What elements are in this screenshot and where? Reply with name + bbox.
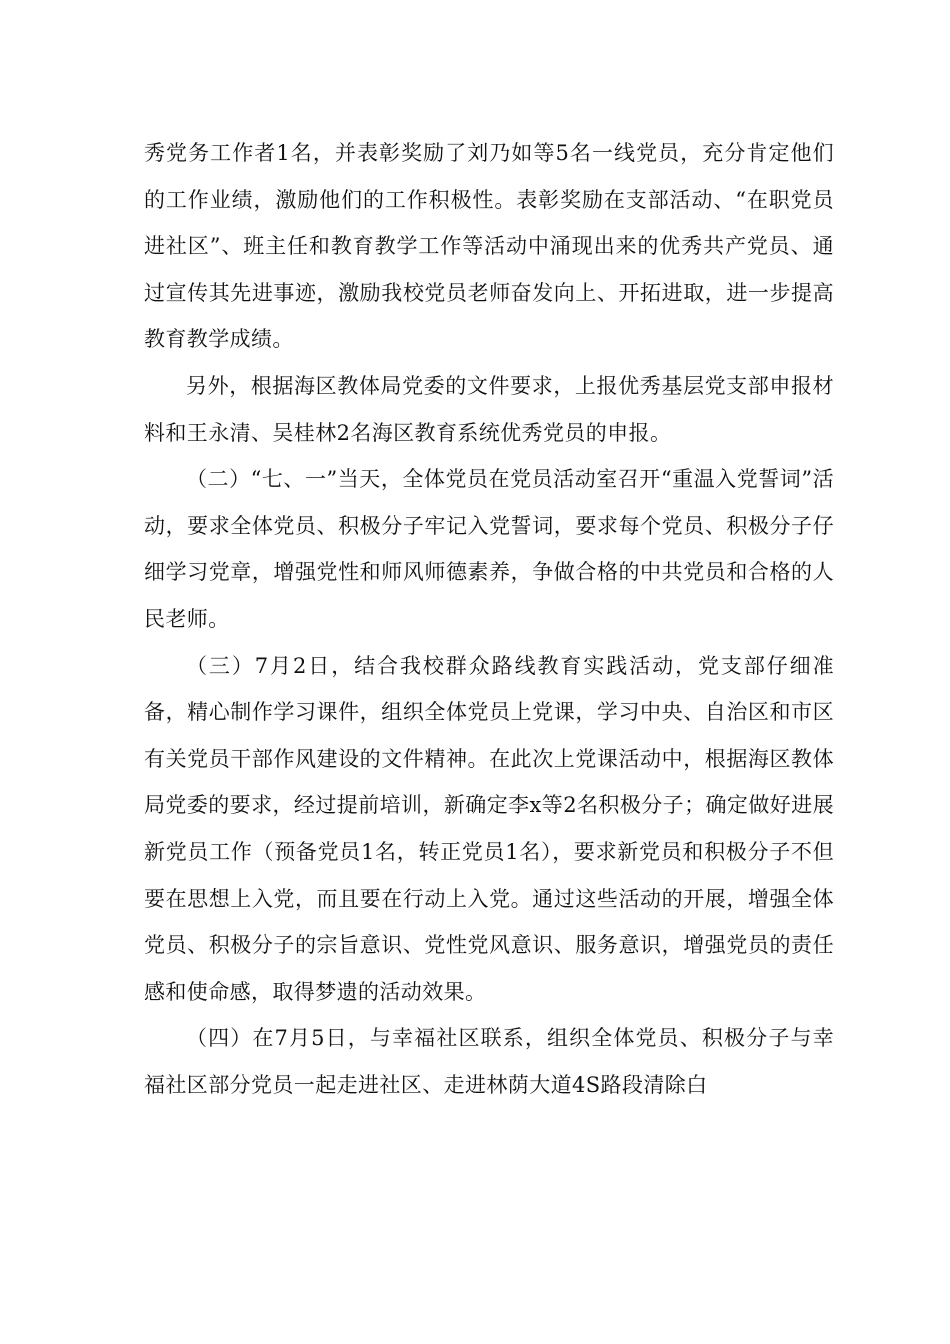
paragraph-commendation: 秀党务工作者1名，并表彰奖励了刘乃如等5名一线党员，充分肯定他们的工作业绩，激励他们的工作积极性。表彰奖励在支部活动、“在职党员进社区”、班主任和教育教学工作等活动中涌现出来的优秀共产党员、通过宣传其先进事迹，激励我校党员老师奋发向上、开拓进取，进一步提高教育教学成绩。 [144,141,834,352]
paragraph-section-four: （四）在7月5日，与幸福社区联系，组织全体党员、积极分子与幸福社区部分党员一起走进社区、走进林荫大道4S路段清除白 [144,1026,834,1097]
paragraph-section-two: （二）“七、一”当天，全体党员在党员活动室召开“重温入党誓词”活动，要求全体党员、积极分子牢记入党誓词，要求每个党员、积极分子仔细学习党章，增强党性和师风师德素养，争做合格的中共党员和合格的人民老师。 [144,467,834,631]
document-body [144,130,834,1108]
paragraph-section-three: （三）7月2日，结合我校群众路线教育实践活动，党支部仔细准备，精心制作学习课件，组织全体党员上党课，学习中央、自治区和市区有关党员干部作风建设的文件精神。在此次上党课活动中，根据海区教体局党委的要求，经过提前培训，新确定李x等2名积极分子；确定做好进展新党员工作（预备党员1名，转正党员1名），要求新党员和积极分子不但要在思想上入党，而且要在行动上入党。通过这些活动的开展，增强全体党员、积极分子的宗旨意识、党性党风意识、服务意识，增强党员的责任感和使命感，取得梦遗的活动效果。 [144,653,834,1004]
paragraph-report: 另外，根据海区教体局党委的文件要求，上报优秀基层党支部申报材料和王永清、吴桂林2名海区教育系统优秀党员的申报。 [144,373,834,445]
